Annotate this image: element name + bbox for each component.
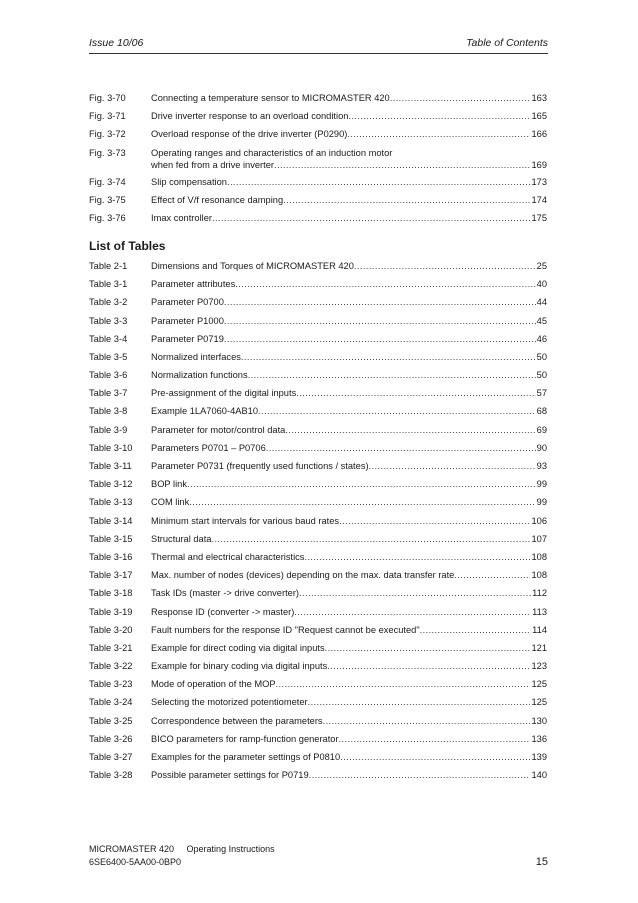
entry-page: 140 [531, 770, 547, 781]
dot-leader [187, 478, 536, 490]
entry-title: Slip compensation [151, 176, 227, 187]
entry-title-row [151, 278, 547, 290]
entry-page: 45 [536, 315, 547, 326]
entry-page: 44 [536, 297, 547, 308]
entry-page: 57 [536, 388, 547, 399]
entry-page: 165 [531, 111, 547, 122]
table-entry [89, 624, 547, 636]
table-entry-body [151, 733, 547, 745]
dot-leader [285, 424, 535, 436]
entry-title-row [151, 751, 547, 763]
figure-number: Fig. 3-75 [89, 194, 126, 205]
entry-title-row [151, 642, 547, 654]
entry-title-row [151, 515, 547, 527]
table-entry-body [151, 442, 547, 454]
table-number: Table 3-27 [89, 752, 133, 762]
entry-page: 50 [536, 370, 547, 381]
entry-title-row [151, 733, 547, 745]
table-number: Table 2-1 [89, 260, 128, 271]
entry-title-row [151, 478, 547, 490]
entry-title: BICO parameters for ramp-function generator [151, 733, 339, 744]
entry-title: Parameter P1000 [151, 315, 224, 326]
table-entry-body [151, 460, 547, 472]
table-number: Table 3-20 [89, 624, 133, 635]
table-entry-body [151, 296, 547, 308]
entry-page: 99 [536, 497, 547, 508]
entry-title: Imax controller [151, 212, 212, 223]
entry-title-row [151, 387, 547, 399]
entry-title: Parameter P0731 (frequently used functions / states) [151, 461, 369, 471]
table-number: Table 3-17 [89, 570, 133, 581]
entry-page: 113 [532, 606, 547, 617]
page-header [89, 37, 548, 53]
figure-entry [89, 212, 547, 224]
entry-title-row [151, 660, 547, 672]
table-entry-body [151, 351, 547, 363]
figure-entry [89, 194, 547, 206]
entry-title: Possible parameter settings for P0719 [151, 770, 309, 781]
table-entry-body [151, 769, 547, 781]
table-number: Table 3-21 [89, 642, 133, 653]
header-divider [89, 53, 548, 54]
entry-page: 169 [531, 159, 547, 170]
dot-leader [348, 110, 530, 122]
entry-title: Overload response of the drive inverter (P0290) [151, 129, 348, 140]
entry-page: 108 [531, 570, 547, 581]
table-entry-body [151, 315, 547, 327]
entry-title: Minimum start intervals for various baud rates [151, 515, 340, 526]
entry-title-row [151, 260, 547, 272]
table-entry-body [151, 369, 547, 381]
entry-page: 166 [531, 129, 547, 140]
dot-leader [227, 176, 531, 188]
table-entry [89, 551, 547, 563]
entry-page: 123 [531, 661, 547, 672]
table-entry [89, 260, 547, 272]
table-entry-body [151, 569, 547, 581]
figure-entry-body [151, 92, 547, 104]
table-number: Table 3-10 [89, 442, 133, 453]
entry-page: 107 [531, 533, 547, 544]
entry-page: 106 [531, 515, 547, 526]
entry-title-row [151, 769, 547, 781]
table-number: Table 3-26 [89, 733, 133, 744]
entry-title-row [151, 159, 547, 171]
dot-leader [340, 751, 530, 763]
entry-title: Thermal and electrical characteristics [151, 551, 305, 562]
figure-number: Fig. 3-72 [89, 129, 126, 140]
table-entry-body [151, 606, 547, 618]
entry-page: 175 [531, 212, 547, 223]
entry-title: Parameter P0719 [151, 333, 224, 344]
table-entry [89, 369, 547, 381]
table-number: Table 3-6 [89, 370, 128, 381]
list-of-tables-heading: List of Tables [89, 238, 166, 253]
table-entry-body [151, 333, 547, 345]
entry-page: 163 [531, 93, 547, 103]
entry-title-row [151, 176, 547, 188]
entry-title: Operating ranges and characteristics of an induction motor [151, 147, 393, 158]
entry-page: 108 [531, 551, 547, 562]
entry-page: 125 [531, 697, 547, 708]
figure-entry-body [151, 176, 547, 188]
page-number: 15 [535, 856, 548, 868]
entry-page: 112 [532, 588, 547, 599]
table-entry [89, 424, 547, 436]
table-entry [89, 460, 547, 472]
entry-title: Structural data [151, 533, 212, 544]
entry-title: Example 1LA7060-4AB10 [151, 406, 258, 417]
entry-title: when fed from a drive inverter [151, 159, 274, 170]
entry-title-row [151, 351, 547, 363]
table-number: Table 3-14 [89, 515, 133, 526]
figure-entry-body [151, 194, 547, 206]
figure-number: Fig. 3-73 [89, 147, 126, 158]
entry-title-row [151, 194, 547, 206]
entry-title: Example for binary coding via digital inputs [151, 661, 328, 672]
dot-leader [299, 587, 531, 599]
dot-leader [241, 351, 536, 363]
figure-number: Fig. 3-76 [89, 212, 126, 223]
entry-page: 121 [531, 642, 547, 653]
table-entry-body [151, 587, 547, 599]
dot-leader [420, 624, 532, 636]
figure-entry [89, 92, 547, 104]
table-entry-body [151, 478, 547, 490]
entry-title: Effect of V/f resonance damping [151, 194, 284, 205]
entry-title: Example for direct coding via digital inputs [151, 642, 325, 653]
dot-leader [309, 769, 531, 781]
figure-entry [89, 147, 547, 171]
table-entry-body [151, 533, 547, 545]
table-number: Table 3-23 [89, 679, 133, 690]
entry-title-row [151, 460, 547, 472]
dot-leader [325, 642, 531, 654]
figure-number: Fig. 3-71 [89, 111, 126, 122]
table-entry [89, 442, 547, 454]
figure-entry [89, 128, 547, 140]
dot-leader [224, 333, 536, 345]
table-entry-body [151, 496, 547, 508]
figure-entry-body [151, 147, 547, 171]
table-entry [89, 769, 547, 781]
entry-page: 46 [536, 333, 547, 344]
table-entry [89, 642, 547, 654]
table-number: Table 3-15 [89, 533, 133, 544]
figure-entry [89, 110, 547, 122]
table-number: Table 3-8 [89, 406, 128, 417]
entry-title: Task IDs (master -> drive converter) [151, 588, 300, 599]
table-entry [89, 715, 547, 727]
entry-title: Fault numbers for the response ID "Request cannot be executed" [151, 624, 420, 635]
entry-page: 136 [531, 733, 547, 744]
entry-title: Parameter attributes [151, 279, 236, 290]
entry-title-row [151, 551, 547, 563]
table-entry-body [151, 515, 547, 527]
dot-leader [266, 442, 536, 454]
table-entry-body [151, 424, 547, 436]
entry-title-row [151, 333, 547, 345]
entry-title: Connecting a temperature sensor to MICROMASTER 420 [151, 93, 390, 103]
table-entry-body [151, 387, 547, 399]
dot-leader [327, 660, 530, 672]
table-number: Table 3-24 [89, 697, 133, 708]
table-entry [89, 478, 547, 490]
table-entry [89, 533, 547, 545]
dot-leader [248, 369, 536, 381]
entry-title: Parameter P0700 [151, 297, 224, 308]
table-number: Table 3-16 [89, 551, 133, 562]
table-number: Table 3-28 [89, 770, 133, 781]
table-number: Table 3-5 [89, 351, 128, 362]
dot-leader [354, 260, 536, 272]
entry-title: Mode of operation of the MOP [151, 679, 276, 690]
table-entry [89, 515, 547, 527]
dot-leader [347, 128, 530, 140]
footer-doc-type: Operating Instructions [186, 844, 275, 854]
table-number: Table 3-2 [89, 297, 128, 308]
table-entry [89, 696, 547, 708]
dot-leader [339, 733, 531, 745]
table-entry [89, 569, 547, 581]
entry-title: Normalization functions [151, 370, 248, 381]
entry-page: 114 [532, 624, 547, 635]
dot-leader [390, 92, 531, 104]
entry-title-row [151, 296, 547, 308]
table-entry [89, 405, 547, 417]
entry-title-row [151, 424, 547, 436]
table-entry-body [151, 551, 547, 563]
table-entry-body [151, 660, 547, 672]
entry-page: 50 [536, 351, 547, 362]
entry-title-row [151, 442, 547, 454]
table-entry [89, 678, 547, 690]
table-entry-body [151, 678, 547, 690]
table-entry [89, 387, 547, 399]
figure-number: Fig. 3-70 [89, 93, 126, 103]
dot-leader [323, 715, 531, 727]
entry-page: 130 [531, 715, 547, 726]
table-entry [89, 606, 547, 618]
table-entry [89, 660, 547, 672]
entry-title: Drive inverter response to an overload condition [151, 111, 349, 122]
table-entry-body [151, 260, 547, 272]
entry-title-row [151, 369, 547, 381]
table-number: Table 3-22 [89, 661, 133, 672]
dot-leader [294, 606, 531, 618]
table-entry-body [151, 751, 547, 763]
entry-title: Pre-assignment of the digital inputs [151, 388, 297, 399]
table-number: Table 3-9 [89, 424, 128, 435]
table-entry [89, 587, 547, 599]
list-of-figures [89, 92, 547, 224]
entry-title: Dimensions and Torques of MICROMASTER 420 [151, 260, 354, 271]
entry-page: 68 [536, 406, 547, 417]
table-entry [89, 733, 547, 745]
figure-entry-body [151, 110, 547, 122]
entry-title-row [151, 315, 547, 327]
entry-page: 99 [536, 479, 547, 490]
table-entry-body [151, 278, 547, 290]
entry-title-row [151, 92, 547, 104]
table-entry [89, 496, 547, 508]
table-entry-body [151, 642, 547, 654]
figure-entry-body [151, 128, 547, 140]
figure-entry-body [151, 212, 547, 224]
entry-title-row [151, 587, 547, 599]
entry-page: 139 [531, 752, 547, 762]
dot-leader [339, 515, 530, 527]
entry-title: Max. number of nodes (devices) depending on the max. data transfer rate [151, 570, 455, 581]
entry-page: 174 [531, 194, 547, 205]
table-entry-body [151, 696, 547, 708]
entry-title-row [151, 533, 547, 545]
section-label: Table of Contents [466, 37, 548, 49]
table-entry [89, 333, 547, 345]
entry-title-row [151, 606, 547, 618]
entry-page: 125 [531, 679, 547, 690]
dot-leader [454, 569, 530, 581]
table-entry [89, 351, 547, 363]
dot-leader [276, 678, 531, 690]
table-number: Table 3-4 [89, 333, 128, 344]
entry-title: Selecting the motorized potentiometer [151, 697, 308, 708]
table-number: Table 3-13 [89, 497, 133, 508]
dot-leader [235, 278, 535, 290]
table-entry [89, 296, 547, 308]
table-entry-body [151, 624, 547, 636]
dot-leader [274, 159, 531, 171]
entry-title: Normalized interfaces [151, 351, 241, 362]
table-entry-body [151, 715, 547, 727]
entry-title: Parameter for motor/control data [151, 424, 286, 435]
footer-order-number: 6SE6400-5AA00-0BP0 [89, 857, 182, 867]
table-number: Table 3-19 [89, 606, 133, 617]
table-number: Table 3-7 [89, 388, 128, 399]
entry-page: 90 [536, 442, 547, 453]
table-number: Table 3-11 [89, 461, 132, 471]
entry-title-row [151, 715, 547, 727]
table-entry [89, 751, 547, 763]
entry-title-row [151, 569, 547, 581]
dot-leader [224, 315, 536, 327]
entry-title: Correspondence between the parameters [151, 715, 323, 726]
figure-entry [89, 176, 547, 188]
entry-page: 93 [536, 461, 547, 471]
table-entry [89, 315, 547, 327]
page-footer [89, 843, 548, 869]
dot-leader [212, 212, 531, 224]
entry-title: Examples for the parameter settings of P0810 [151, 752, 341, 762]
table-number: Table 3-18 [89, 588, 133, 599]
dot-leader [296, 387, 535, 399]
entry-title: Parameters P0701 – P0706 [151, 442, 266, 453]
table-number: Table 3-3 [89, 315, 128, 326]
dot-leader [211, 533, 530, 545]
entry-title: BOP link [151, 479, 187, 490]
issue-label: Issue 10/06 [89, 37, 144, 49]
entry-page: 40 [536, 279, 547, 290]
entry-title-row [151, 212, 547, 224]
entry-title-row [151, 110, 547, 122]
entry-page: 173 [531, 176, 547, 187]
list-of-tables [89, 260, 547, 781]
dot-leader [369, 460, 536, 472]
dot-leader [283, 194, 530, 206]
entry-title-row [151, 128, 547, 140]
footer-product: MICROMASTER 420 [89, 844, 175, 854]
entry-title-row [151, 696, 547, 708]
table-number: Table 3-25 [89, 715, 133, 726]
dot-leader [258, 405, 536, 417]
table-of-contents [89, 92, 547, 787]
entry-title-row [151, 496, 547, 508]
dot-leader [304, 551, 530, 563]
entry-title: COM link [151, 497, 190, 508]
entry-page: 25 [536, 260, 547, 271]
dot-leader [224, 296, 536, 308]
table-entry-body [151, 405, 547, 417]
figure-number: Fig. 3-74 [89, 176, 126, 187]
dot-leader [308, 696, 531, 708]
table-entry [89, 278, 547, 290]
table-number: Table 3-1 [89, 279, 128, 290]
entry-title-row [151, 624, 547, 636]
entry-page: 69 [536, 424, 547, 435]
entry-title-row [151, 678, 547, 690]
table-number: Table 3-12 [89, 479, 133, 490]
entry-title: Response ID (converter -> master) [151, 606, 295, 617]
dot-leader [189, 496, 535, 508]
entry-title-row [151, 405, 547, 417]
